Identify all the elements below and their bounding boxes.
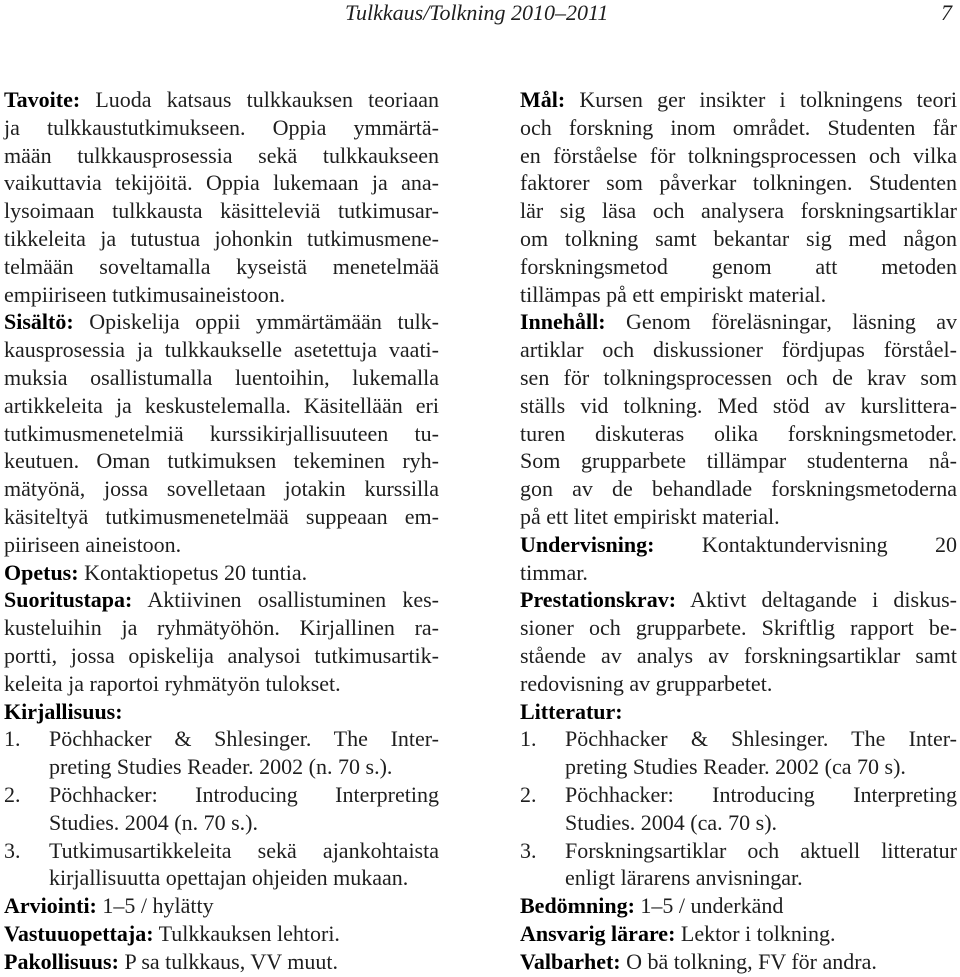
fi-goal-label: Tavoite: [4,87,81,112]
sv-goal-text-line: lär sig läsa och analysera forskningsartiklar [520,198,957,224]
fi-teaching-label: Opetus: [4,559,79,585]
sv-literature-item [520,837,957,865]
fi-content-first-line [4,308,439,336]
fi-goal-text-line: empiiriseen tutkimusaineistoon. [4,281,286,307]
sv-completion-text-line: redovisning av grupparbetet. [520,670,773,696]
fi-teaching-line [4,559,439,587]
fi-content-section [4,308,439,558]
page-number: 7 [941,0,952,25]
fi-completion-text: Aktiivinen osallistuminen kes- [147,587,439,613]
fi-goal-text-line: tikkeleita ja tutustua johonkin tutkimusmene- [4,225,439,251]
list-item-continuation: preting Studies Reader. 2002 (ca 70 s). [565,754,906,780]
fi-compulsory-value: P sa tulkkaus, VV muut. [124,948,338,974]
fi-goal-text: Luoda katsaus tulkkauksen teoriaan [95,87,439,112]
fi-goal-text-line: telmään soveltamalla kyseistä menetelmää [4,253,439,279]
sv-content-text-line: sen för tolkningsprocessen och de krav som [520,364,957,390]
sv-content-text-line: Som grupparbete tillämpar studenterna nå- [520,448,957,474]
fi-literature-section [4,698,439,893]
list-item-continuation: preting Studies Reader. 2002 (n. 70 s.). [49,754,393,780]
list-item-text: Pöchhacker & Shlesinger. The Inter- [49,726,439,752]
sv-content-label: Innehåll: [520,309,606,335]
sv-teaching-text-line: timmar. [520,559,588,585]
sv-content-text-line: gon av de behandlade forskningsmetoderna [520,476,957,502]
fi-literature-item [4,837,439,865]
page-header [0,0,960,26]
sv-teaching-label: Undervisning: [520,531,655,557]
sv-assessment-value: 1–5 / underkänd [640,893,784,919]
sv-literature-item [520,781,957,809]
sv-literature-heading [520,698,957,726]
fi-goal-text-line: mään tulkkausprosessia sekä tulkkaukseen [4,142,439,168]
fi-content-text-line: kausprosessia ja tulkkaukselle asetettuja vaati- [4,337,439,363]
fi-completion-text-line: keleita ja raportoi ryhmätyön tulokset. [4,670,341,696]
list-number: 2. [4,781,21,807]
fi-assessment-label: Arviointi: [4,893,97,919]
fi-goal-section [4,86,439,308]
sv-teaching-first-line [520,531,957,559]
sv-goal-text-line: en förståelse för tolkningsprocessen och vilka [520,142,957,168]
fi-responsible-line [4,920,439,948]
sv-goal-text: Kursen ger insikter i tolkningens teori [579,87,957,112]
fi-compulsory-line [4,948,439,976]
sv-literature-label: Litteratur: [520,698,623,724]
fi-content-text-line: käsiteltyä tutkimusmenetelmää suppeaan em- [4,503,439,529]
sv-goal-label: Mål: [520,87,566,112]
fi-content-text: Opiskelija oppii ymmärtämään tulk- [89,309,440,335]
sv-responsible-value: Lektor i tolkning. [680,920,836,946]
fi-goal-text-line: vaikuttavia tekijöitä. Oppia lukemaan ja ana- [4,170,439,196]
sv-goal-text-line: om tolkning samt bekantar sig med någon [520,225,957,251]
sv-goal-first-line [520,86,957,114]
swedish-column [520,86,957,976]
sv-content-text-line: artiklar och diskussioner fördjupas förståel- [520,337,957,363]
sv-completion-first-line [520,586,957,614]
list-number: 1. [4,726,21,752]
fi-goal-first-line [4,86,439,114]
sv-completion-label: Prestationskrav: [520,587,677,613]
fi-teaching-section [4,559,439,587]
list-number: 3. [520,837,537,863]
sv-responsible-label: Ansvarig lärare: [520,920,676,946]
fi-literature-item [4,781,439,809]
sv-content-text-line: på ett litet empiriskt material. [520,503,780,529]
sv-content-section [520,308,957,530]
fi-completion-first-line [4,586,439,614]
fi-content-text-line: artikkeleita ja keskustelemalla. Käsitellään eri [4,392,439,418]
sv-goal-text-line: faktorer som påverkar tolkningen. Studenten [520,170,957,196]
fi-assessment-value: 1–5 / hylätty [102,893,214,919]
sv-eligibility-line [520,948,957,976]
sv-content-text: Genom föreläsningar, läsning av [626,309,958,335]
sv-content-text-line: ställs vid tolkning. Med stöd av kurslittera- [520,392,957,418]
list-item-text: Forskningsartiklar och aktuell litteratur [565,837,957,863]
fi-responsible-label: Vastuuopettaja: [4,920,154,946]
sv-content-text-line: turen diskuteras olika forskningsmetoder. [520,420,957,446]
fi-content-label: Sisältö: [4,309,74,335]
sv-goal-text-line: och forskning inom området. Studenten får [520,114,957,140]
sv-responsible-line [520,920,957,948]
sv-assessment-line [520,892,957,920]
list-number: 1. [520,726,537,752]
sv-completion-text-line: stående av analys av forskningsartiklar samt [520,642,957,668]
list-item-continuation: Studies. 2004 (n. 70 s.). [49,809,258,835]
sv-goal-text-line: tillämpas på ett empiriskt material. [520,281,827,307]
list-item-continuation: kirjallisuutta opettajan ohjeiden mukaan. [49,865,409,891]
list-item-text: Tutkimusartikkeleita sekä ajankohtaista [49,837,439,863]
running-title: Tulkkaus/Tolkning 2010–2011 [345,0,609,25]
fi-content-text-line: piiriseen aineistoon. [4,531,182,557]
fi-compulsory-label: Pakollisuus: [4,948,119,974]
list-item-continuation: enligt lärarens anvisningar. [565,865,803,891]
fi-completion-text-line: kusteluihin ja ryhmätyöhön. Kirjallinen ra- [4,615,439,641]
fi-responsible-value: Tulkkauksen lehtori. [158,920,340,946]
list-item-text: Pöchhacker: Introducing Interpreting [565,781,957,807]
sv-content-first-line [520,308,957,336]
fi-completion-section [4,586,439,697]
sv-goal-section [520,86,957,308]
fi-content-text-line: mätyönä, jossa sovelletaan jotakin kurssilla [4,476,439,502]
sv-teaching-section [520,531,957,587]
finnish-column [4,86,439,976]
fi-content-text-line: muksia osallistumalla luentoihin, lukemalla [4,364,439,390]
list-item-text: Pöchhacker: Introducing Interpreting [49,781,439,807]
sv-assessment-label: Bedömning: [520,893,635,919]
fi-literature-label: Kirjallisuus: [4,698,123,724]
fi-goal-text-line: ja tulkkaustutkimukseen. Oppia ymmärtä- [4,114,439,140]
sv-eligibility-value: O bä tolkning, FV för andra. [626,948,877,974]
list-item-text: Pöchhacker & Shlesinger. The Inter- [565,726,957,752]
fi-literature-heading [4,698,439,726]
fi-content-text-line: keutuen. Oman tutkimuksen tekeminen ryh- [4,448,439,474]
sv-eligibility-label: Valbarhet: [520,948,621,974]
list-number: 3. [4,837,21,863]
fi-content-text-line: tutkimusmenetelmiä kurssikirjallisuuteen tu- [4,420,439,446]
fi-completion-text-line: portti, jossa opiskelija analysoi tutkimusartik- [4,642,439,668]
fi-assessment-line [4,892,439,920]
list-item-continuation: Studies. 2004 (ca. 70 s). [565,809,778,835]
sv-completion-section [520,586,957,697]
list-number: 2. [520,781,537,807]
sv-completion-text: Aktivt deltagande i diskus- [690,587,957,613]
sv-literature-section [520,698,957,893]
sv-completion-text-line: sioner och grupparbete. Skriftlig rapport be- [520,615,957,641]
fi-goal-text-line: lysoimaan tulkkausta käsitteleviä tutkimusar- [4,198,439,224]
sv-literature-item [520,725,957,753]
fi-completion-label: Suoritustapa: [4,587,133,613]
fi-teaching-text: Kontaktiopetus 20 tuntia. [84,559,308,585]
sv-goal-text-line: forskningsmetod genom att metoden [520,253,957,279]
sv-teaching-text: Kontaktundervisning 20 [701,531,957,557]
fi-literature-item [4,725,439,753]
